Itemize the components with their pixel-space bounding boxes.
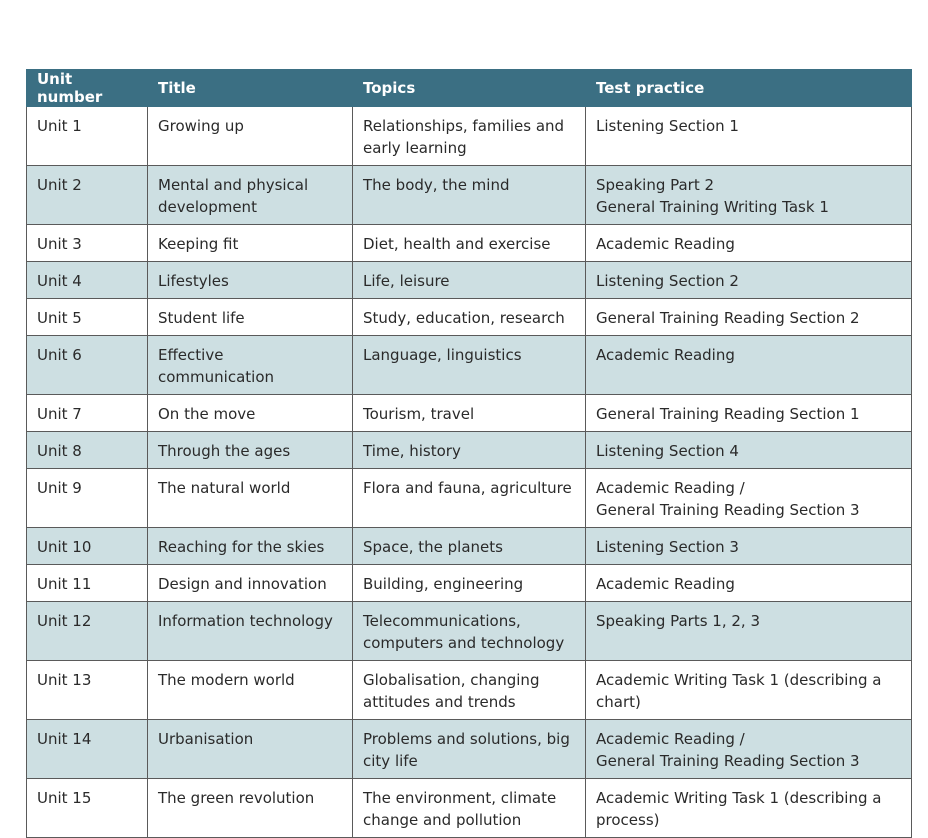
cell-topics-line: Problems and solutions, big: [363, 730, 570, 748]
cell-test-practice-line: General Training Reading Section 2: [596, 309, 860, 327]
cell-title-line: On the move: [158, 405, 256, 423]
cell-test-practice: [586, 602, 912, 661]
cell-topics: [353, 602, 586, 661]
cell-test-practice-line: Academic Writing Task 1 (describing a: [596, 671, 882, 689]
cell-test-practice-line: Academic Reading: [596, 575, 735, 593]
cell-test-practice-line: chart): [596, 693, 641, 711]
cell-test-practice: [586, 107, 912, 166]
cell-unit-number: Unit 6: [27, 336, 148, 395]
cell-title-line: The natural world: [158, 479, 291, 497]
cell-test-practice-line: General Training Reading Section 3: [596, 501, 860, 519]
cell-topics: [353, 528, 586, 565]
header-title: Title: [148, 70, 353, 107]
course-map: [26, 69, 911, 838]
cell-topics: [353, 661, 586, 720]
cell-test-practice-line: Academic Reading /: [596, 479, 745, 497]
cell-title: [148, 432, 353, 469]
cell-unit-number: Unit 4: [27, 262, 148, 299]
cell-topics-line: attitudes and trends: [363, 693, 516, 711]
cell-topics-line: Telecommunications,: [363, 612, 521, 630]
cell-title-line: Keeping fit: [158, 235, 239, 253]
cell-topics-line: Globalisation, changing: [363, 671, 540, 689]
cell-test-practice-line: Academic Reading /: [596, 730, 745, 748]
cell-topics-line: The body, the mind: [363, 176, 510, 194]
units-table: [26, 69, 912, 838]
cell-title-line: Design and innovation: [158, 575, 327, 593]
cell-test-practice: [586, 395, 912, 432]
cell-title-line: The modern world: [158, 671, 295, 689]
cell-test-practice: [586, 779, 912, 838]
table-row: [27, 528, 912, 565]
cell-topics: [353, 432, 586, 469]
cell-test-practice: [586, 262, 912, 299]
cell-unit-number: Unit 5: [27, 299, 148, 336]
cell-topics: [353, 166, 586, 225]
cell-topics-line: Time, history: [363, 442, 461, 460]
cell-test-practice-line: Academic Reading: [596, 235, 735, 253]
cell-title: [148, 602, 353, 661]
cell-topics: [353, 336, 586, 395]
cell-test-practice: [586, 720, 912, 779]
cell-title: [148, 528, 353, 565]
cell-test-practice-line: Academic Reading: [596, 346, 735, 364]
cell-title: [148, 107, 353, 166]
cell-test-practice: [586, 565, 912, 602]
table-row: [27, 225, 912, 262]
cell-test-practice-line: Speaking Part 2: [596, 176, 715, 194]
cell-title: [148, 779, 353, 838]
cell-topics-line: Tourism, travel: [363, 405, 475, 423]
cell-unit-number: Unit 1: [27, 107, 148, 166]
table-row: [27, 395, 912, 432]
cell-unit-number: Unit 2: [27, 166, 148, 225]
cell-title: [148, 469, 353, 528]
cell-test-practice: [586, 469, 912, 528]
header-test-practice: Test practice: [586, 70, 912, 107]
cell-test-practice-line: General Training Reading Section 1: [596, 405, 860, 423]
table-row: [27, 469, 912, 528]
cell-test-practice-line: Listening Section 4: [596, 442, 739, 460]
header-topics: Topics: [353, 70, 586, 107]
cell-topics: [353, 262, 586, 299]
cell-title-line: Lifestyles: [158, 272, 229, 290]
cell-unit-number: Unit 8: [27, 432, 148, 469]
cell-topics: [353, 720, 586, 779]
cell-title: [148, 336, 353, 395]
cell-topics-line: Language, linguistics: [363, 346, 522, 364]
cell-unit-number: Unit 10: [27, 528, 148, 565]
cell-test-practice-line: Listening Section 3: [596, 538, 739, 556]
table-row: [27, 720, 912, 779]
cell-test-practice: [586, 225, 912, 262]
table-row: [27, 262, 912, 299]
cell-test-practice-line: Listening Section 2: [596, 272, 739, 290]
table-row: [27, 779, 912, 838]
cell-topics-line: Flora and fauna, agriculture: [363, 479, 572, 497]
cell-unit-number: Unit 14: [27, 720, 148, 779]
cell-topics-line: Relationships, families and: [363, 117, 565, 135]
cell-title-line: Reaching for the skies: [158, 538, 325, 556]
cell-topics-line: Study, education, research: [363, 309, 565, 327]
cell-test-practice: [586, 661, 912, 720]
cell-test-practice-line: Speaking Parts 1, 2, 3: [596, 612, 761, 630]
cell-topics-line: computers and technology: [363, 634, 565, 652]
cell-topics-line: Diet, health and exercise: [363, 235, 551, 253]
cell-title: [148, 565, 353, 602]
cell-title-line: Growing up: [158, 117, 244, 135]
cell-topics-line: Space, the planets: [363, 538, 503, 556]
cell-topics-line: city life: [363, 752, 418, 770]
cell-unit-number: Unit 9: [27, 469, 148, 528]
cell-title: [148, 225, 353, 262]
cell-unit-number: Unit 13: [27, 661, 148, 720]
table-row: [27, 602, 912, 661]
cell-title-line: Through the ages: [158, 442, 291, 460]
table-row: [27, 299, 912, 336]
cell-title-line: The green revolution: [158, 789, 315, 807]
cell-topics: [353, 395, 586, 432]
cell-test-practice-line: General Training Reading Section 3: [596, 752, 860, 770]
cell-topics: [353, 469, 586, 528]
cell-unit-number: Unit 11: [27, 565, 148, 602]
cell-title: [148, 661, 353, 720]
cell-test-practice: [586, 166, 912, 225]
cell-topics: [353, 565, 586, 602]
header-unit-number: Unit number: [27, 70, 148, 107]
table-row: [27, 661, 912, 720]
cell-unit-number: Unit 15: [27, 779, 148, 838]
cell-topics-line: early learning: [363, 139, 467, 157]
cell-title: [148, 395, 353, 432]
cell-topics: [353, 779, 586, 838]
table-row: [27, 432, 912, 469]
header-row: [27, 70, 912, 107]
cell-unit-number: Unit 7: [27, 395, 148, 432]
cell-topics-line: Building, engineering: [363, 575, 524, 593]
cell-unit-number: Unit 3: [27, 225, 148, 262]
cell-title: [148, 720, 353, 779]
cell-test-practice-line: Listening Section 1: [596, 117, 739, 135]
cell-title-line: Urbanisation: [158, 730, 254, 748]
cell-title-line: Effective communication: [158, 346, 275, 386]
cell-topics: [353, 225, 586, 262]
cell-title-line: development: [158, 198, 257, 216]
cell-topics: [353, 107, 586, 166]
cell-test-practice-line: process): [596, 811, 660, 829]
cell-test-practice: [586, 299, 912, 336]
cell-test-practice: [586, 432, 912, 469]
table-row: [27, 565, 912, 602]
cell-topics-line: change and pollution: [363, 811, 522, 829]
cell-title: [148, 262, 353, 299]
cell-test-practice-line: General Training Writing Task 1: [596, 198, 829, 216]
cell-title: [148, 166, 353, 225]
table-row: [27, 166, 912, 225]
cell-topics-line: The environment, climate: [363, 789, 557, 807]
cell-test-practice: [586, 528, 912, 565]
cell-test-practice: [586, 336, 912, 395]
cell-title-line: Information technology: [158, 612, 333, 630]
cell-title-line: Student life: [158, 309, 245, 327]
cell-topics: [353, 299, 586, 336]
cell-title-line: Mental and physical: [158, 176, 309, 194]
cell-title: [148, 299, 353, 336]
cell-test-practice-line: Academic Writing Task 1 (describing a: [596, 789, 882, 807]
table-row: [27, 336, 912, 395]
cell-topics-line: Life, leisure: [363, 272, 450, 290]
table-row: [27, 107, 912, 166]
cell-unit-number: Unit 12: [27, 602, 148, 661]
